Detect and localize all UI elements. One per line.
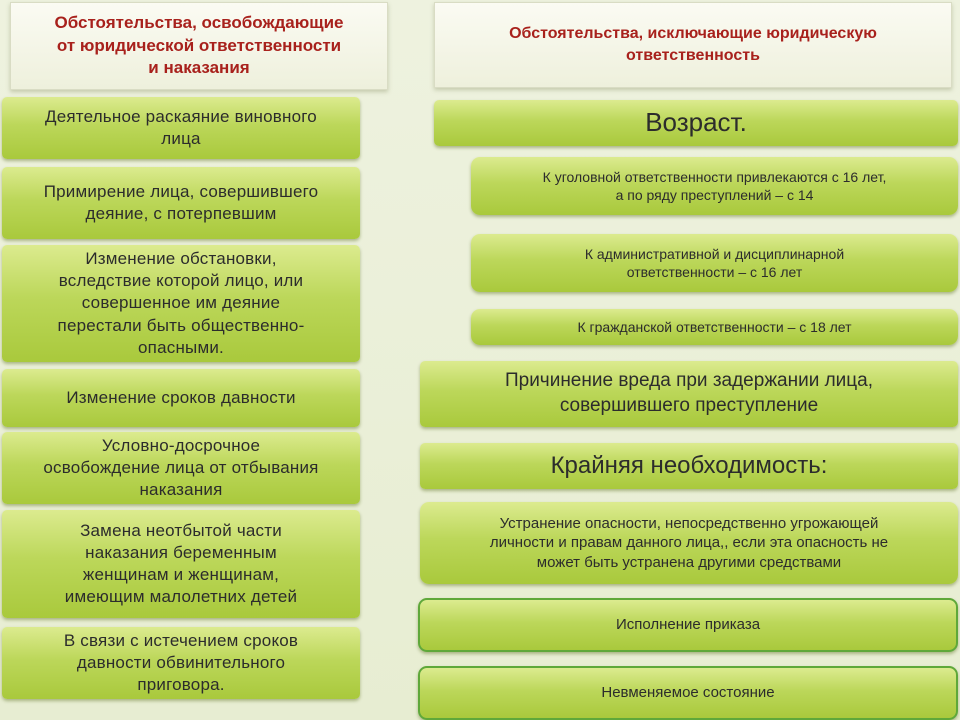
right-header-text: Обстоятельства, исключающие юридическую ответственность [509,25,877,64]
list-item-label: Примирение лица, совершившего деяние, с потерпевшим [43,181,319,223]
harm-on-detention-box [420,361,958,427]
left-item-reconciliation [2,167,360,239]
insanity-label: Невменяемое состояние [601,684,775,702]
list-item-label: В связи с истечением сроков давности обвинительного приговора. [63,630,299,695]
list-item-label: Деятельное раскаяние виновного лица [45,106,317,148]
list-item-label: К уголовной ответственности привлекаются с 16 лет, а по ряду преступлений – с 14 [542,168,887,203]
age-criminal-item [471,157,958,215]
list-item-label: Изменение сроков давности [66,387,296,407]
necessity-heading [420,443,958,489]
necessity-title: Крайняя необходимость: [550,452,828,480]
left-item-limitation-expiry [2,627,360,699]
list-item-label: Изменение обстановки, вследствие которой лицо, или совершенное им деяние перестали быть общественно- опасными. [57,249,305,357]
left-column-header [10,2,388,90]
left-item-changed-situation [2,245,360,362]
list-item-label: К административной и дисциплинарной ответственности – с 16 лет [584,245,845,280]
left-item-active-repentance [2,97,360,159]
age-civil-item [471,309,958,345]
right-column-header [434,2,952,88]
list-item-label: Условно-досрочное освобождение лица от отбывания наказания [43,435,319,500]
order-execution-box [418,598,958,652]
list-item-label: К гражданской ответственности – с 18 лет [577,318,852,335]
necessity-description: Устранение опасности, непосредственно угрожающей личности и правам данного лица,, если эта опасность не может быть устранена другими средствами [489,514,889,571]
list-item-label: Замена неотбытой части наказания беременным женщинам и женщинам, имеющим малолетних детей [64,520,298,607]
left-item-limitation-change [2,369,360,427]
left-item-parole [2,432,360,504]
harm-label: Причинение вреда при задержании лица, совершившего преступление [504,370,874,416]
order-label: Исполнение приказа [615,616,761,634]
left-header-text: Обстоятельства, освобождающие от юридической ответственности и наказания [54,12,344,78]
age-administrative-item [471,234,958,292]
age-title: Возраст. [645,107,747,138]
left-item-sentence-replacement [2,510,360,618]
insanity-box [418,666,958,720]
age-heading [434,100,958,146]
necessity-description-box [420,502,958,584]
